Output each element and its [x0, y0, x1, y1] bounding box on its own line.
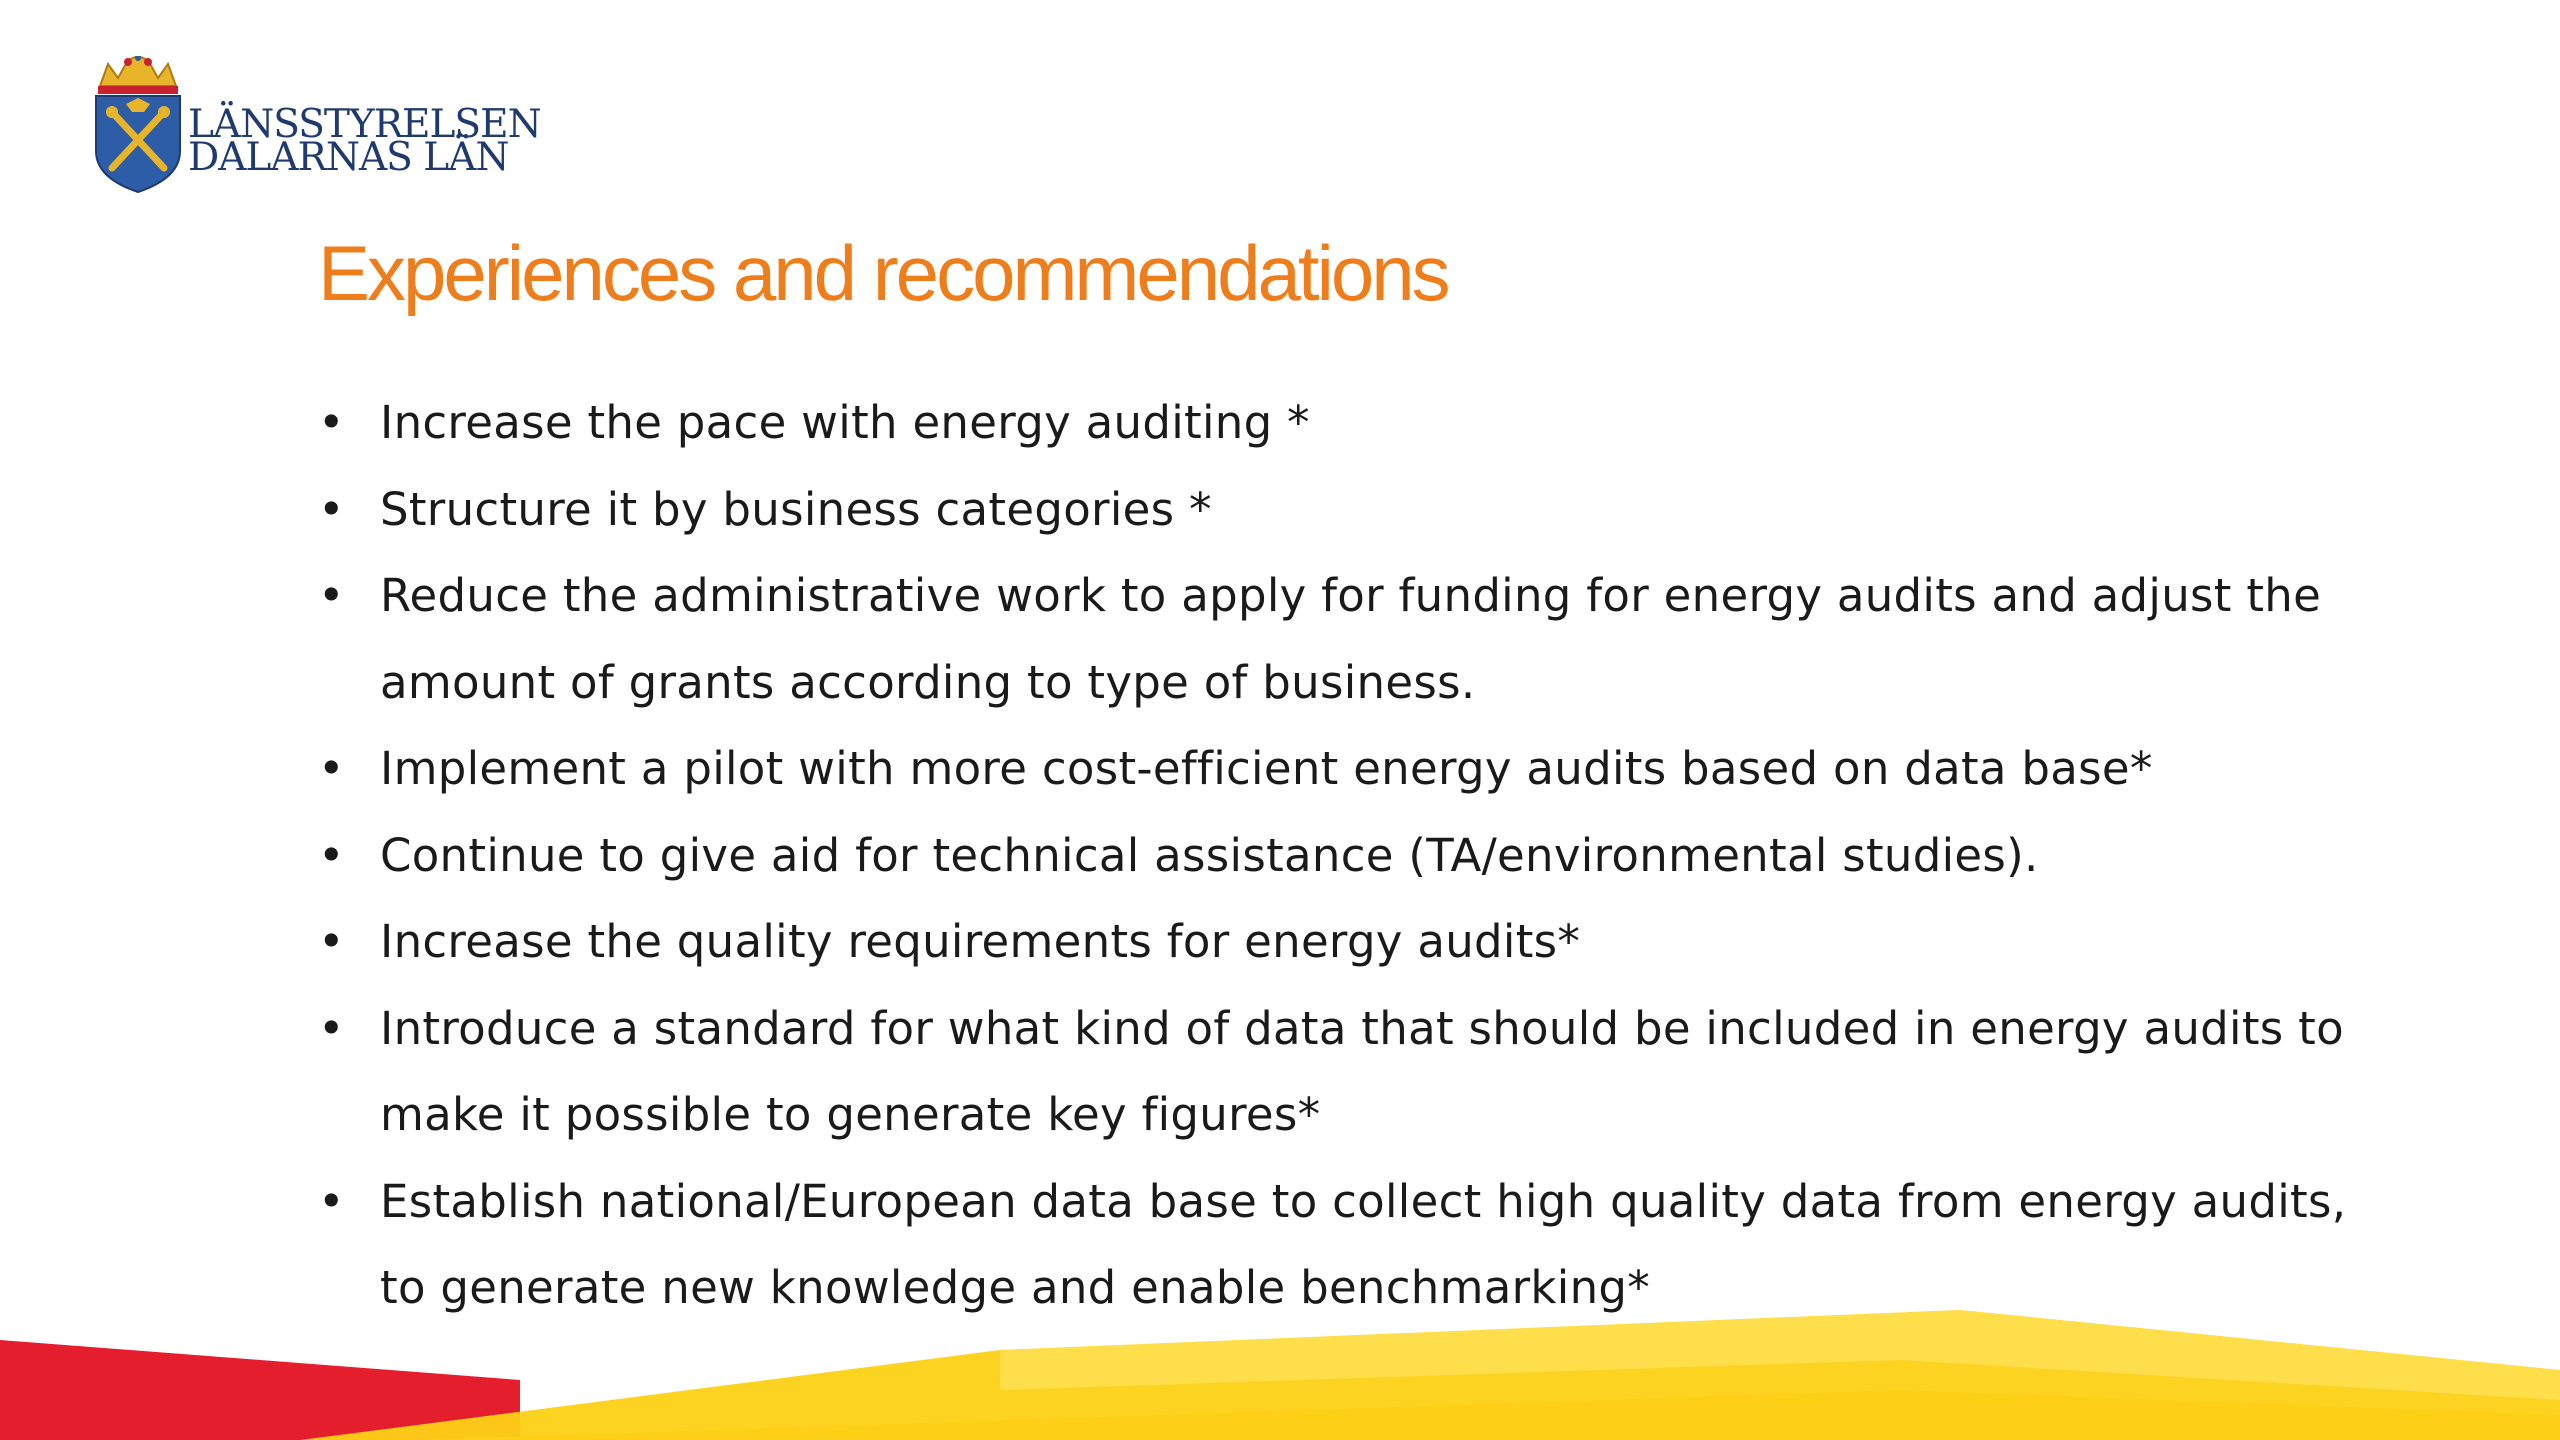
bullet-item: [318, 726, 2358, 813]
bullet-item: [318, 380, 2358, 467]
bullet-text: Reduce the administrative work to apply for funding for energy audits and adjust the amount of grants according to type of business.: [380, 569, 2322, 709]
logo-line-1: LÄNSSTYRELSEN: [188, 102, 541, 147]
bullet-icon: •: [318, 1001, 345, 1055]
bullet-item: [318, 467, 2358, 554]
bullet-item: [318, 899, 2358, 986]
bullet-text: Structure it by business categories *: [380, 482, 1212, 536]
bullet-item: [318, 553, 2358, 726]
bullet-list: [318, 380, 2358, 1332]
bullet-icon: •: [318, 396, 345, 449]
bullet-text: Establish national/European data base to collect high quality data from energy audits, to generate new knowledge and enable benchmarking*: [380, 1174, 2347, 1314]
footer-wave-decoration: [0, 1240, 2560, 1440]
bullet-icon: •: [318, 742, 345, 795]
bullet-icon: •: [318, 915, 345, 968]
logo: [88, 56, 541, 196]
bullet-icon: •: [318, 1174, 345, 1228]
bullet-icon: •: [318, 828, 345, 882]
bullet-text: Continue to give aid for technical assistance (TA/environmental studies).: [380, 828, 2039, 882]
bullet-text: Increase the pace with energy auditing *: [380, 396, 1310, 449]
bullet-icon: •: [318, 482, 345, 536]
logo-line-2: DALARNAS LÄN: [188, 135, 509, 180]
bullet-text: Increase the quality requirements for energy audits*: [380, 915, 1581, 968]
bullet-item: [318, 986, 2358, 1159]
bullet-item: [318, 813, 2358, 900]
slide-title: Experiences and recommendations: [318, 229, 1448, 317]
bullet-text: Introduce a standard for what kind of data that should be included in energy audits to make it possible to generate key figures*: [380, 1001, 2344, 1141]
bullet-text: Implement a pilot with more cost-efficient energy audits based on data base*: [380, 742, 2153, 795]
coat-of-arms-icon: [88, 56, 188, 196]
bullet-icon: •: [318, 569, 345, 622]
logo-wordmark: [188, 102, 541, 180]
